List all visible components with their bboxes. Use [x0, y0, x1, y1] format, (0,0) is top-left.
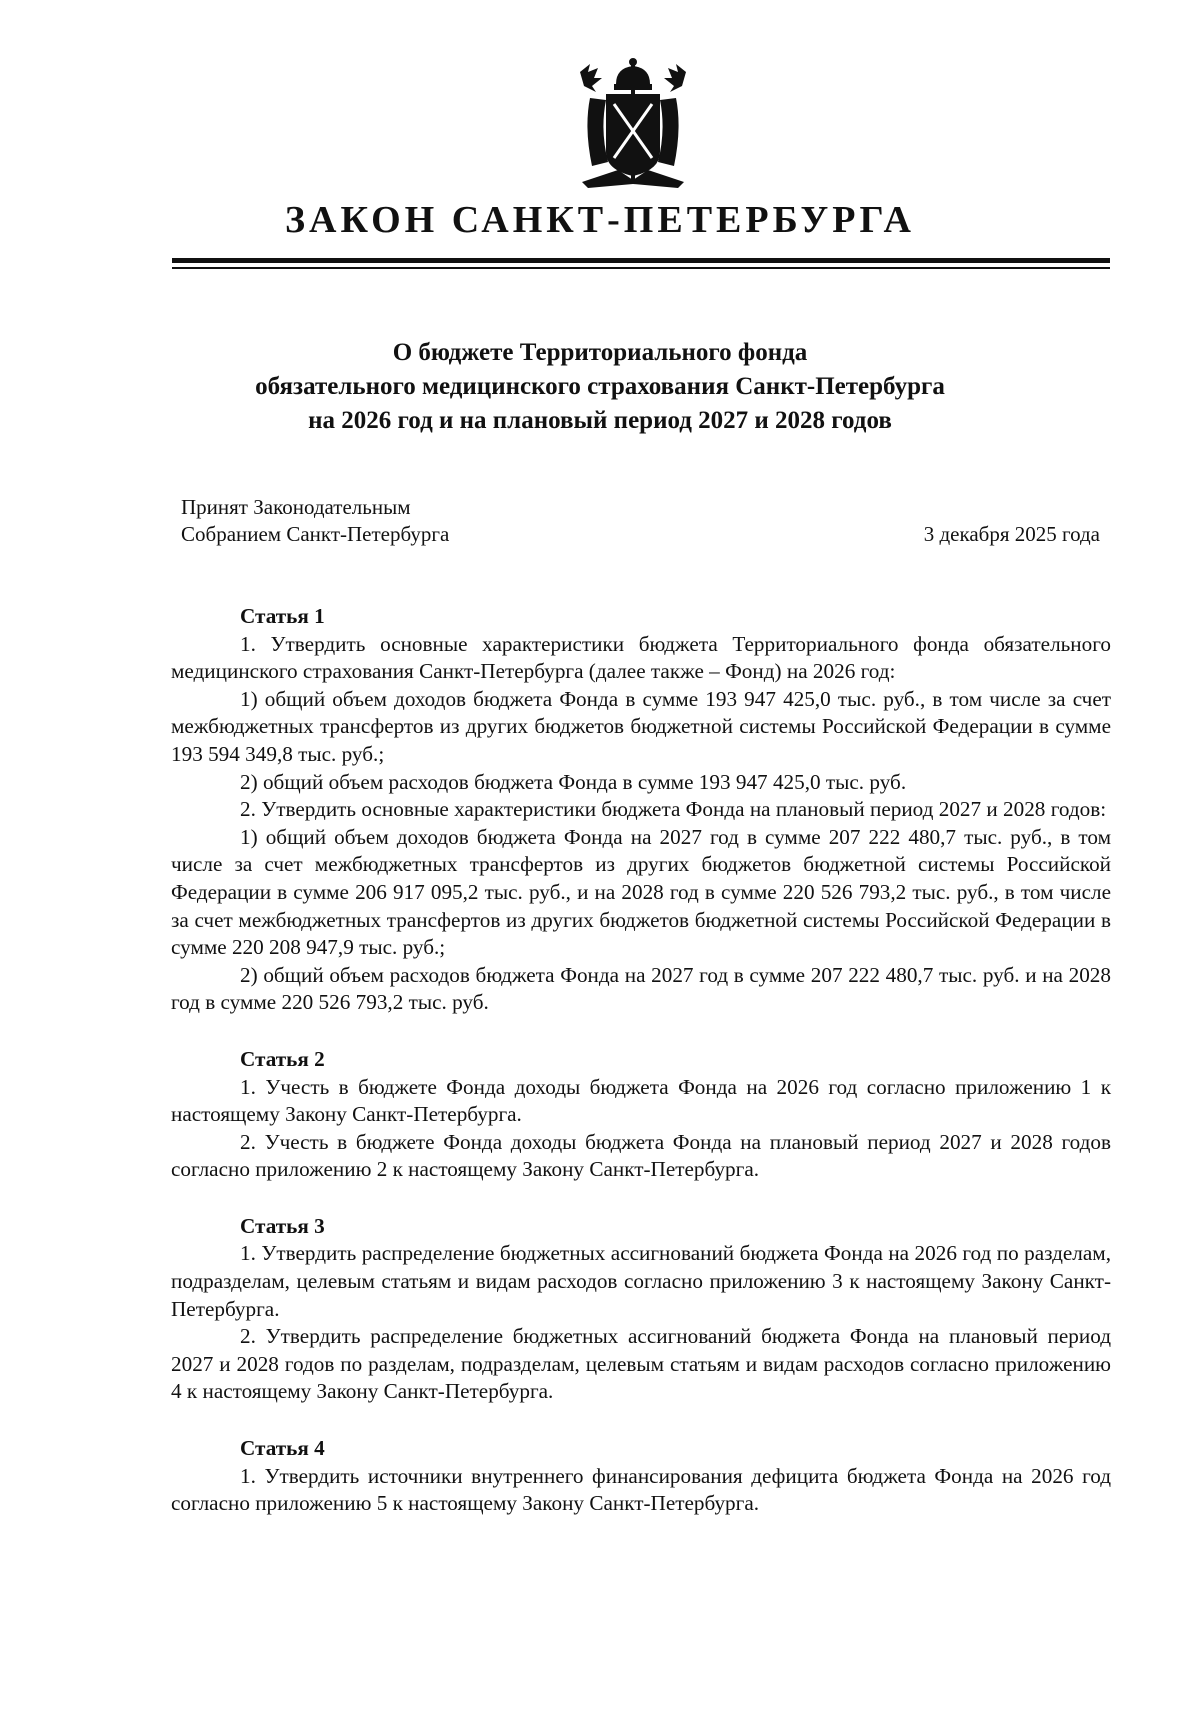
- article-title: Статья 2: [240, 1046, 325, 1071]
- heading-line-3: на 2026 год и на плановый период 2027 и 2028 годов: [308, 407, 892, 434]
- paragraph: 2) общий объем расходов бюджета Фонда на 2027 год в сумме 207 222 480,7 тыс. руб. и на 2028 год в сумме 220 526 793,2 тыс. руб.: [171, 962, 1111, 1015]
- paragraph: 1) общий объем доходов бюджета Фонда на 2027 год в сумме 207 222 480,7 тыс. руб., в том числе за счет межбюджетных трансфертов из других бюджетов бюджетной системы Российской Федерации в сумме 206 917 095,2 тыс. руб., и на 2028 год в сумме 220 526 793,2 тыс. руб., в том числе за счет межбюджетных трансфертов из других бюджетов бюджетной системы Российской Федерации в сумме 220 208 947,9 тыс. руб.;: [171, 824, 1111, 960]
- paragraph: 1. Утвердить источники внутреннего финансирования дефицита бюджета Фонда на 2026 год согласно приложению 5 к настоящему Закону Санкт-Петербурга.: [171, 1463, 1111, 1516]
- title-rule-thin: [172, 267, 1110, 269]
- adoption-date: 3 декабря 2025 года: [923, 522, 1100, 546]
- paragraph: 1. Утвердить основные характеристики бюджета Территориального фонда обязательного медицинского страхования Санкт-Петербурга (далее также – Фонд) на 2026 год:: [171, 631, 1111, 684]
- article-3: [171, 1213, 1111, 1406]
- adoption-line-2: Собранием Санкт-Петербурга: [181, 522, 450, 546]
- article-title: Статья 4: [240, 1436, 325, 1461]
- law-title: ЗАКОН САНКТ-ПЕТЕРБУРГА: [284, 199, 915, 241]
- adoption-line-1: Принят Законодательным: [181, 495, 411, 519]
- article-title: Статья 3: [240, 1213, 325, 1238]
- adoption-note: [181, 494, 449, 548]
- document-heading: [150, 336, 1050, 438]
- article-4: [171, 1435, 1111, 1518]
- paragraph: 1. Учесть в бюджете Фонда доходы бюджета Фонда на 2026 год согласно приложению 1 к настоящему Закону Санкт-Петербурга.: [171, 1074, 1111, 1127]
- paragraph: 2) общий объем расходов бюджета Фонда в сумме 193 947 425,0 тыс. руб.: [240, 769, 907, 794]
- paragraph: 1. Утвердить распределение бюджетных ассигнований бюджета Фонда на 2026 год по разделам, подразделам, целевым статьям и видам расходов согласно приложению 3 к настоящему Закону Санкт-Петербурга.: [171, 1241, 1111, 1321]
- paragraph: 2. Утвердить основные характеристики бюджета Фонда на плановый период 2027 и 2028 годов:: [240, 797, 1107, 822]
- spb-coat-of-arms-icon: [578, 58, 688, 190]
- paragraph: 2. Учесть в бюджете Фонда доходы бюджета Фонда на плановый период 2027 и 2028 годов согласно приложению 2 к настоящему Закону Санкт-Петербурга.: [171, 1129, 1111, 1182]
- heading-line-2: обязательного медицинского страхования Санкт-Петербурга: [255, 373, 945, 400]
- paragraph: 2. Утвердить распределение бюджетных ассигнований бюджета Фонда на плановый период 2027 и 2028 годов по разделам, подразделам, целевым статьям и видам расходов согласно приложению 4 к настоящему Закону Санкт-Петербурга.: [171, 1324, 1111, 1404]
- article-2: [171, 1046, 1111, 1184]
- article-title: Статья 1: [240, 604, 325, 628]
- heading-line-1: О бюджете Территориального фонда: [392, 339, 808, 366]
- title-rule-thick: [172, 258, 1110, 263]
- paragraph: 1) общий объем доходов бюджета Фонда в сумме 193 947 425,0 тыс. руб., в том числе за счет межбюджетных трансфертов из других бюджетов бюджетной системы Российской Федерации в сумме 193 594 349,8 тыс. руб.;: [171, 686, 1111, 766]
- document-body: [171, 603, 1111, 1518]
- article-1: [171, 603, 1111, 1017]
